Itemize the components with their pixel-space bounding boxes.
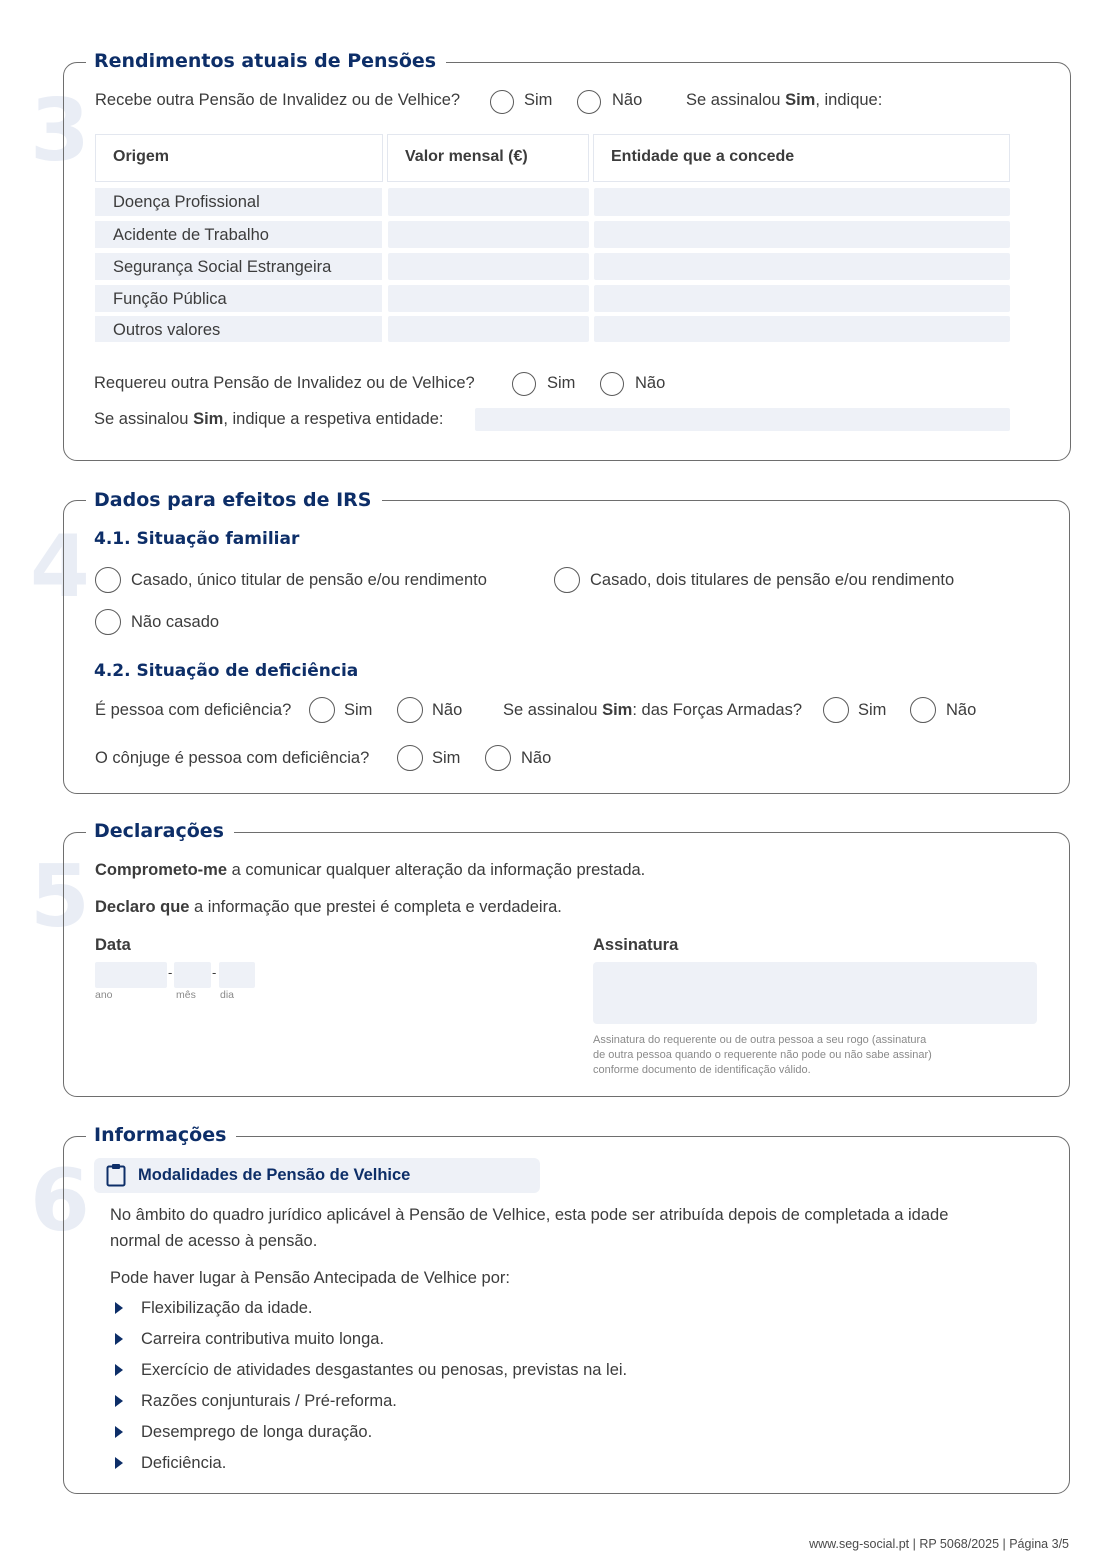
signature-note: conforme documento de identificação válido. bbox=[593, 1064, 811, 1076]
label-nao-casado: Não casado bbox=[131, 613, 220, 631]
section-5-title: Declarações bbox=[86, 819, 234, 843]
label-nao: Não bbox=[946, 701, 977, 719]
entidade-field-5[interactable] bbox=[594, 316, 1010, 342]
indique-pre: Se assinalou bbox=[686, 91, 786, 109]
signature-field[interactable] bbox=[593, 962, 1037, 1024]
q-spouse-deficiency: O cônjuge é pessoa com deficiência? bbox=[95, 749, 370, 767]
valor-field-1[interactable] bbox=[388, 188, 589, 216]
entity-bold: Sim bbox=[193, 410, 224, 428]
signature-label: Assinatura bbox=[593, 936, 679, 954]
table-header-valor: Valor mensal (€) bbox=[387, 134, 589, 182]
label-nao: Não bbox=[432, 701, 463, 719]
label-nao: Não bbox=[635, 374, 666, 392]
radio-spouse-sim[interactable] bbox=[397, 745, 423, 771]
section-4-title: Dados para efeitos de IRS bbox=[86, 488, 382, 512]
radio-requested-nao[interactable] bbox=[600, 372, 624, 396]
list-item: Deficiência. bbox=[141, 1454, 227, 1472]
armed-forces-question bbox=[503, 701, 802, 720]
bullet-arrow-icon bbox=[115, 1426, 123, 1438]
valor-field-5[interactable] bbox=[388, 316, 589, 342]
table-row-label: Segurança Social Estrangeira bbox=[95, 253, 382, 280]
radio-casado-dois[interactable] bbox=[554, 567, 580, 593]
info-paragraph-line: No âmbito do quadro jurídico aplicável à Pensão de Velhice, esta pode ser atribuída depois de completada a idade bbox=[110, 1206, 949, 1224]
radio-armed-nao[interactable] bbox=[910, 697, 936, 723]
radio-receives-sim[interactable] bbox=[490, 90, 514, 114]
radio-requested-sim[interactable] bbox=[512, 372, 536, 396]
signature-note: Assinatura do requerente ou de outra pessoa a seu rogo (assinatura bbox=[593, 1034, 927, 1046]
section-number-4: 4 bbox=[30, 517, 90, 617]
bullet-arrow-icon bbox=[115, 1457, 123, 1469]
date-day-input[interactable] bbox=[219, 962, 255, 988]
label-casado-unico: Casado, único titular de pensão e/ou rendimento bbox=[131, 571, 487, 589]
bullet-arrow-icon bbox=[115, 1364, 123, 1376]
indique-post: , indique: bbox=[815, 91, 883, 109]
label-sim: Sim bbox=[432, 749, 461, 767]
table-header-entidade: Entidade que a concede bbox=[593, 134, 1010, 182]
table-header-origem: Origem bbox=[95, 134, 383, 182]
entidade-field-1[interactable] bbox=[594, 188, 1010, 216]
section-3-title: Rendimentos atuais de Pensões bbox=[86, 49, 446, 73]
entity-pre: Se assinalou bbox=[94, 410, 194, 428]
info-paragraph-2: Pode haver lugar à Pensão Antecipada de Velhice por: bbox=[110, 1269, 510, 1287]
label-sim: Sim bbox=[547, 374, 576, 392]
list-item: Razões conjunturais / Pré-reforma. bbox=[141, 1392, 397, 1410]
label-nao: Não bbox=[612, 91, 643, 109]
subsection-4-2-title: 4.2. Situação de deficiência bbox=[94, 661, 359, 681]
clipboard-icon bbox=[106, 1163, 126, 1187]
q-deficiency: É pessoa com deficiência? bbox=[95, 701, 292, 719]
table-row-label: Acidente de Trabalho bbox=[95, 221, 382, 248]
radio-receives-nao[interactable] bbox=[577, 90, 601, 114]
radio-deficiency-nao[interactable] bbox=[397, 697, 423, 723]
label-casado-dois: Casado, dois titulares de pensão e/ou rendimento bbox=[590, 571, 955, 589]
list-item: Exercício de atividades desgastantes ou penosas, previstas na lei. bbox=[141, 1361, 628, 1379]
radio-armed-sim[interactable] bbox=[823, 697, 849, 723]
bullet-arrow-icon bbox=[115, 1333, 123, 1345]
entity-instruction bbox=[94, 410, 444, 429]
indique-instruction bbox=[686, 91, 882, 110]
entity-input[interactable] bbox=[475, 408, 1010, 431]
signature-note: de outra pessoa quando o requerente não pode ou não sabe assinar) bbox=[593, 1049, 932, 1061]
declaration-commit bbox=[95, 861, 645, 880]
section-number-3: 3 bbox=[30, 81, 90, 181]
declaro-rest: a informação que prestei é completa e verdadeira. bbox=[189, 898, 562, 916]
date-separator: - bbox=[168, 965, 173, 980]
valor-field-4[interactable] bbox=[388, 285, 589, 312]
armed-bold: Sim bbox=[602, 701, 633, 719]
valor-field-2[interactable] bbox=[388, 221, 589, 248]
label-sim: Sim bbox=[858, 701, 887, 719]
section-6-title: Informações bbox=[86, 1123, 236, 1147]
bullet-arrow-icon bbox=[115, 1302, 123, 1314]
commit-bold: Comprometo-me bbox=[95, 861, 228, 879]
section-number-5: 5 bbox=[30, 847, 90, 947]
table-row-label: Doença Profissional bbox=[95, 188, 382, 216]
entity-post: , indique a respetiva entidade: bbox=[223, 410, 444, 428]
q-receives-pension: Recebe outra Pensão de Invalidez ou de Velhice? bbox=[95, 91, 461, 109]
entidade-field-4[interactable] bbox=[594, 285, 1010, 312]
valor-field-3[interactable] bbox=[388, 253, 589, 280]
table-row-label: Função Pública bbox=[95, 285, 382, 312]
entidade-field-3[interactable] bbox=[594, 253, 1010, 280]
radio-casado-unico[interactable] bbox=[95, 567, 121, 593]
list-item: Desemprego de longa duração. bbox=[141, 1423, 373, 1441]
indique-bold: Sim bbox=[785, 91, 816, 109]
date-label: Data bbox=[95, 936, 131, 954]
label-nao: Não bbox=[521, 749, 552, 767]
date-month-input[interactable] bbox=[174, 962, 211, 988]
info-paragraph-line: normal de acesso à pensão. bbox=[110, 1232, 318, 1250]
declaration-true bbox=[95, 898, 562, 917]
bullet-arrow-icon bbox=[115, 1395, 123, 1407]
armed-pre: Se assinalou bbox=[503, 701, 603, 719]
page-footer: www.seg-social.pt | RP 5068/2025 | Página 3/5 bbox=[809, 1537, 1069, 1551]
radio-nao-casado[interactable] bbox=[95, 609, 121, 635]
table-row-label: Outros valores bbox=[95, 316, 382, 342]
info-box-title: Modalidades de Pensão de Velhice bbox=[138, 1166, 411, 1184]
date-year-input[interactable] bbox=[95, 962, 167, 988]
q-requested-pension: Requereu outra Pensão de Invalidez ou de Velhice? bbox=[94, 374, 475, 392]
list-item: Flexibilização da idade. bbox=[141, 1299, 313, 1317]
entidade-field-2[interactable] bbox=[594, 221, 1010, 248]
declaro-bold: Declaro que bbox=[95, 898, 190, 916]
subsection-4-1-title: 4.1. Situação familiar bbox=[94, 529, 300, 549]
date-day-caption: dia bbox=[220, 989, 235, 1001]
date-separator: - bbox=[212, 965, 217, 980]
list-item: Carreira contributiva muito longa. bbox=[141, 1330, 385, 1348]
commit-rest: a comunicar qualquer alteração da informação prestada. bbox=[227, 861, 646, 879]
date-month-caption: mês bbox=[176, 989, 196, 1001]
radio-deficiency-sim[interactable] bbox=[309, 697, 335, 723]
label-sim: Sim bbox=[344, 701, 373, 719]
radio-spouse-nao[interactable] bbox=[485, 745, 511, 771]
date-year-caption: ano bbox=[95, 989, 113, 1001]
armed-post: : das Forças Armadas? bbox=[632, 701, 803, 719]
section-number-6: 6 bbox=[30, 1151, 90, 1251]
label-sim: Sim bbox=[524, 91, 553, 109]
